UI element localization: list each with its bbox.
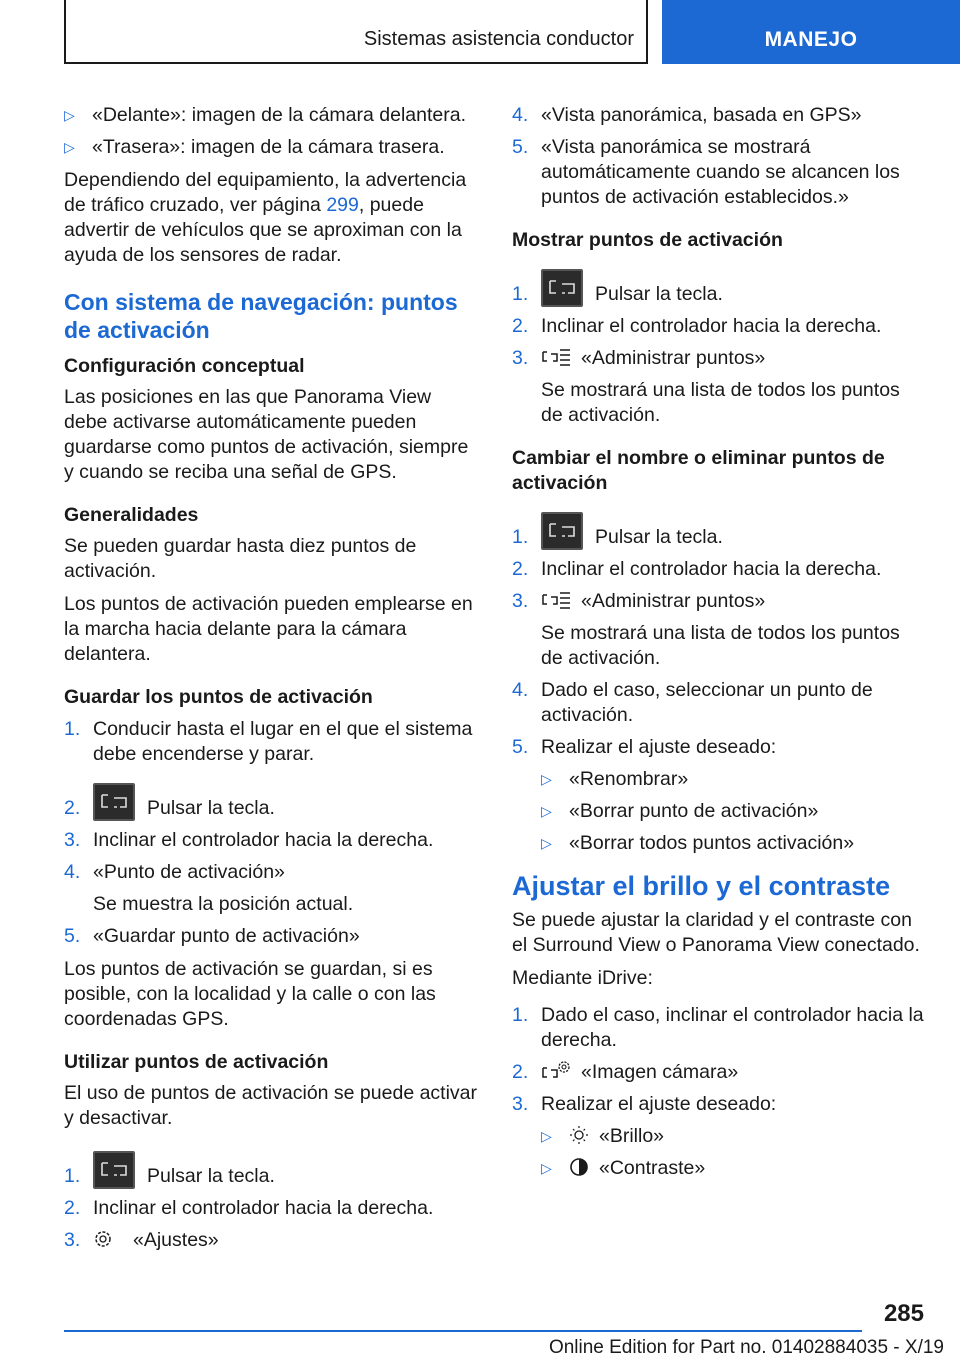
list-item [541,1156,926,1181]
paragraph-cross-traffic [64,168,478,268]
step-text: Dado el caso, seleccionar un punto de activación. [541,679,873,726]
list-item [64,103,478,128]
camera-list-icon [541,589,571,611]
bullet-text: «Delante»: imagen de la cámara delantera. [92,104,466,126]
list-item [64,1228,478,1253]
list-item [541,831,926,856]
triangle-bullet-icon: ▷ [541,771,552,787]
list-item [512,589,926,614]
step-text: Realizar el ajuste deseado: [541,1093,777,1115]
step-text: Inclinar el controlador hacia la derecha. [93,1197,434,1219]
step-text: Conducir hasta el lugar en el que el sistema debe encenderse y parar. [93,718,473,765]
option-text: «Contraste» [599,1157,706,1179]
camera-button-icon [541,269,583,307]
sun-icon [569,1124,589,1146]
step-continuation: Se mostrará una lista de todos los puntos de activación. [541,379,900,426]
list-item [64,1196,478,1221]
step-continuation: Se muestra la posición actual. [93,893,354,915]
triangle-bullet-icon: ▷ [541,835,552,851]
step-text: «Vista panorámica, basada en GPS» [541,104,862,126]
triangle-bullet-icon: ▷ [541,1160,552,1176]
left-column [64,103,478,1253]
step-number: 2. [512,315,529,337]
step-text: Inclinar el controlador hacia la derecha. [93,829,434,851]
section-heading-nav: Con sistema de navegación: puntos de activación [64,289,458,343]
step-text: «Administrar puntos» [581,590,766,612]
subheading-general: Generalidades [64,504,199,526]
step-text: Pulsar la tecla. [595,283,723,305]
page-number: 285 [883,1300,924,1327]
camera-settings-icon [541,1060,571,1082]
step-number: 5. [512,136,529,158]
list-item [512,735,926,760]
list-item [512,557,926,582]
step-number: 3. [64,1229,81,1251]
subheading-show: Mostrar puntos de activación [512,229,783,251]
step-number: 3. [512,347,529,369]
step-number: 3. [64,829,81,851]
paragraph-use: El uso de puntos de activación se puede activar y desactivar. [64,1082,478,1129]
paragraph-text: , puede advertir de vehículos que se aproximan con la ayuda de los sensores de radar. [64,194,462,266]
header-section-title: Sistemas asistencia conductor [363,28,634,50]
step-number: 2. [64,1197,81,1219]
step-number: 1. [512,526,529,548]
step-number: 4. [512,104,529,126]
bullet-text: «Trasera»: imagen de la cámara trasera. [92,136,445,158]
step-text: «Administrar puntos» [581,347,766,369]
list-item [512,135,926,210]
triangle-bullet-icon: ▷ [64,139,75,155]
section-heading-brightness: Ajustar el brillo y el contraste [512,871,891,901]
subheading-rename: Cambiar el nombre o eliminar puntos de activación [512,447,885,494]
subheading-use: Utilizar puntos de activación [64,1051,329,1073]
list-item [541,1124,926,1149]
step-text: «Punto de activación» [93,861,285,883]
step-number: 3. [512,1093,529,1115]
header-section-box [64,0,648,64]
step-number: 4. [512,679,529,701]
list-item [512,269,926,307]
gear-icon [93,1228,123,1250]
step-text: Pulsar la tecla. [147,797,275,819]
step-text: Pulsar la tecla. [147,1165,275,1187]
option-text: «Renombrar» [569,768,689,790]
list-item [541,799,926,824]
step-number: 1. [64,718,81,740]
step-text: «Ajustes» [133,1229,219,1251]
step-number: 5. [64,925,81,947]
list-item [512,512,926,550]
subheading-concept: Configuración conceptual [64,355,305,377]
header-chapter-title: MANEJO [764,28,858,51]
step-number: 1. [512,1004,529,1026]
paragraph-saved: Los puntos de activación se guardan, si es posible, con la localidad y la calle o con las coordenadas GPS. [64,958,436,1030]
list-item [512,1092,926,1117]
step-number: 3. [512,590,529,612]
step-text: «Guardar punto de activación» [93,925,360,947]
list-item [64,924,478,949]
option-text: «Borrar todos puntos activación» [569,832,855,854]
list-item [64,135,478,160]
paragraph-idrive: Mediante iDrive: [512,967,653,989]
list-item [541,767,926,792]
list-item [512,314,926,339]
list-item [512,1060,926,1085]
footer-divider [64,1330,862,1332]
camera-button-icon [93,783,135,821]
list-item [64,1151,478,1189]
list-item [512,678,926,728]
step-number: 2. [512,558,529,580]
paragraph-general-2: Los puntos de activación pueden emplearse en la marcha hacia delante para la cámara delantera. [64,593,473,665]
step-continuation: Se mostrará una lista de todos los puntos de activación. [541,622,900,669]
step-number: 1. [512,283,529,305]
option-text: «Borrar punto de activación» [569,800,819,822]
page-link[interactable]: 299 [326,194,359,216]
step-number: 5. [512,736,529,758]
camera-list-icon [541,346,571,368]
list-item [512,103,926,128]
contrast-icon [569,1156,589,1178]
paragraph-brightness: Se puede ajustar la claridad y el contraste con el Surround View o Panorama View conectado. [512,909,920,956]
step-text: «Vista panorámica se mostrará automáticamente cuando se alcancen los puntos de activación establecidos.» [541,136,900,208]
step-text: Inclinar el controlador hacia la derecha. [541,315,882,337]
step-number: 1. [64,1165,81,1187]
triangle-bullet-icon: ▷ [64,107,75,123]
right-column [512,103,926,1181]
step-number: 2. [512,1061,529,1083]
step-text: Dado el caso, inclinar el controlador hacia la derecha. [541,1004,924,1051]
camera-button-icon [541,512,583,550]
paragraph-concept: Las posiciones en las que Panorama View debe activarse automáticamente pueden guardarse como puntos de activación, siempre y cuando se reciba una señal de GPS. [64,386,469,483]
list-item [512,1003,926,1053]
paragraph-general-1: Se pueden guardar hasta diez puntos de activación. [64,535,417,582]
header-chapter-tab [662,0,960,64]
list-item [512,346,926,371]
list-item [64,717,478,767]
step-text: Realizar el ajuste deseado: [541,736,777,758]
option-text: «Brillo» [599,1125,665,1147]
footer-edition: Online Edition for Part no. 01402884035 - X/19 [548,1337,944,1358]
camera-button-icon [93,1151,135,1189]
triangle-bullet-icon: ▷ [541,1128,552,1144]
step-text: Pulsar la tecla. [595,526,723,548]
list-item [64,783,478,821]
list-item [64,860,478,885]
triangle-bullet-icon: ▷ [541,803,552,819]
step-text: Inclinar el controlador hacia la derecha. [541,558,882,580]
step-text: «Imagen cámara» [581,1061,739,1083]
step-number: 2. [64,797,81,819]
list-item [64,828,478,853]
subheading-save: Guardar los puntos de activación [64,686,373,708]
paragraph-text: Dependiendo del equipamiento, la advertencia de tráfico cruzado, ver página [64,169,467,216]
step-number: 4. [64,861,81,883]
